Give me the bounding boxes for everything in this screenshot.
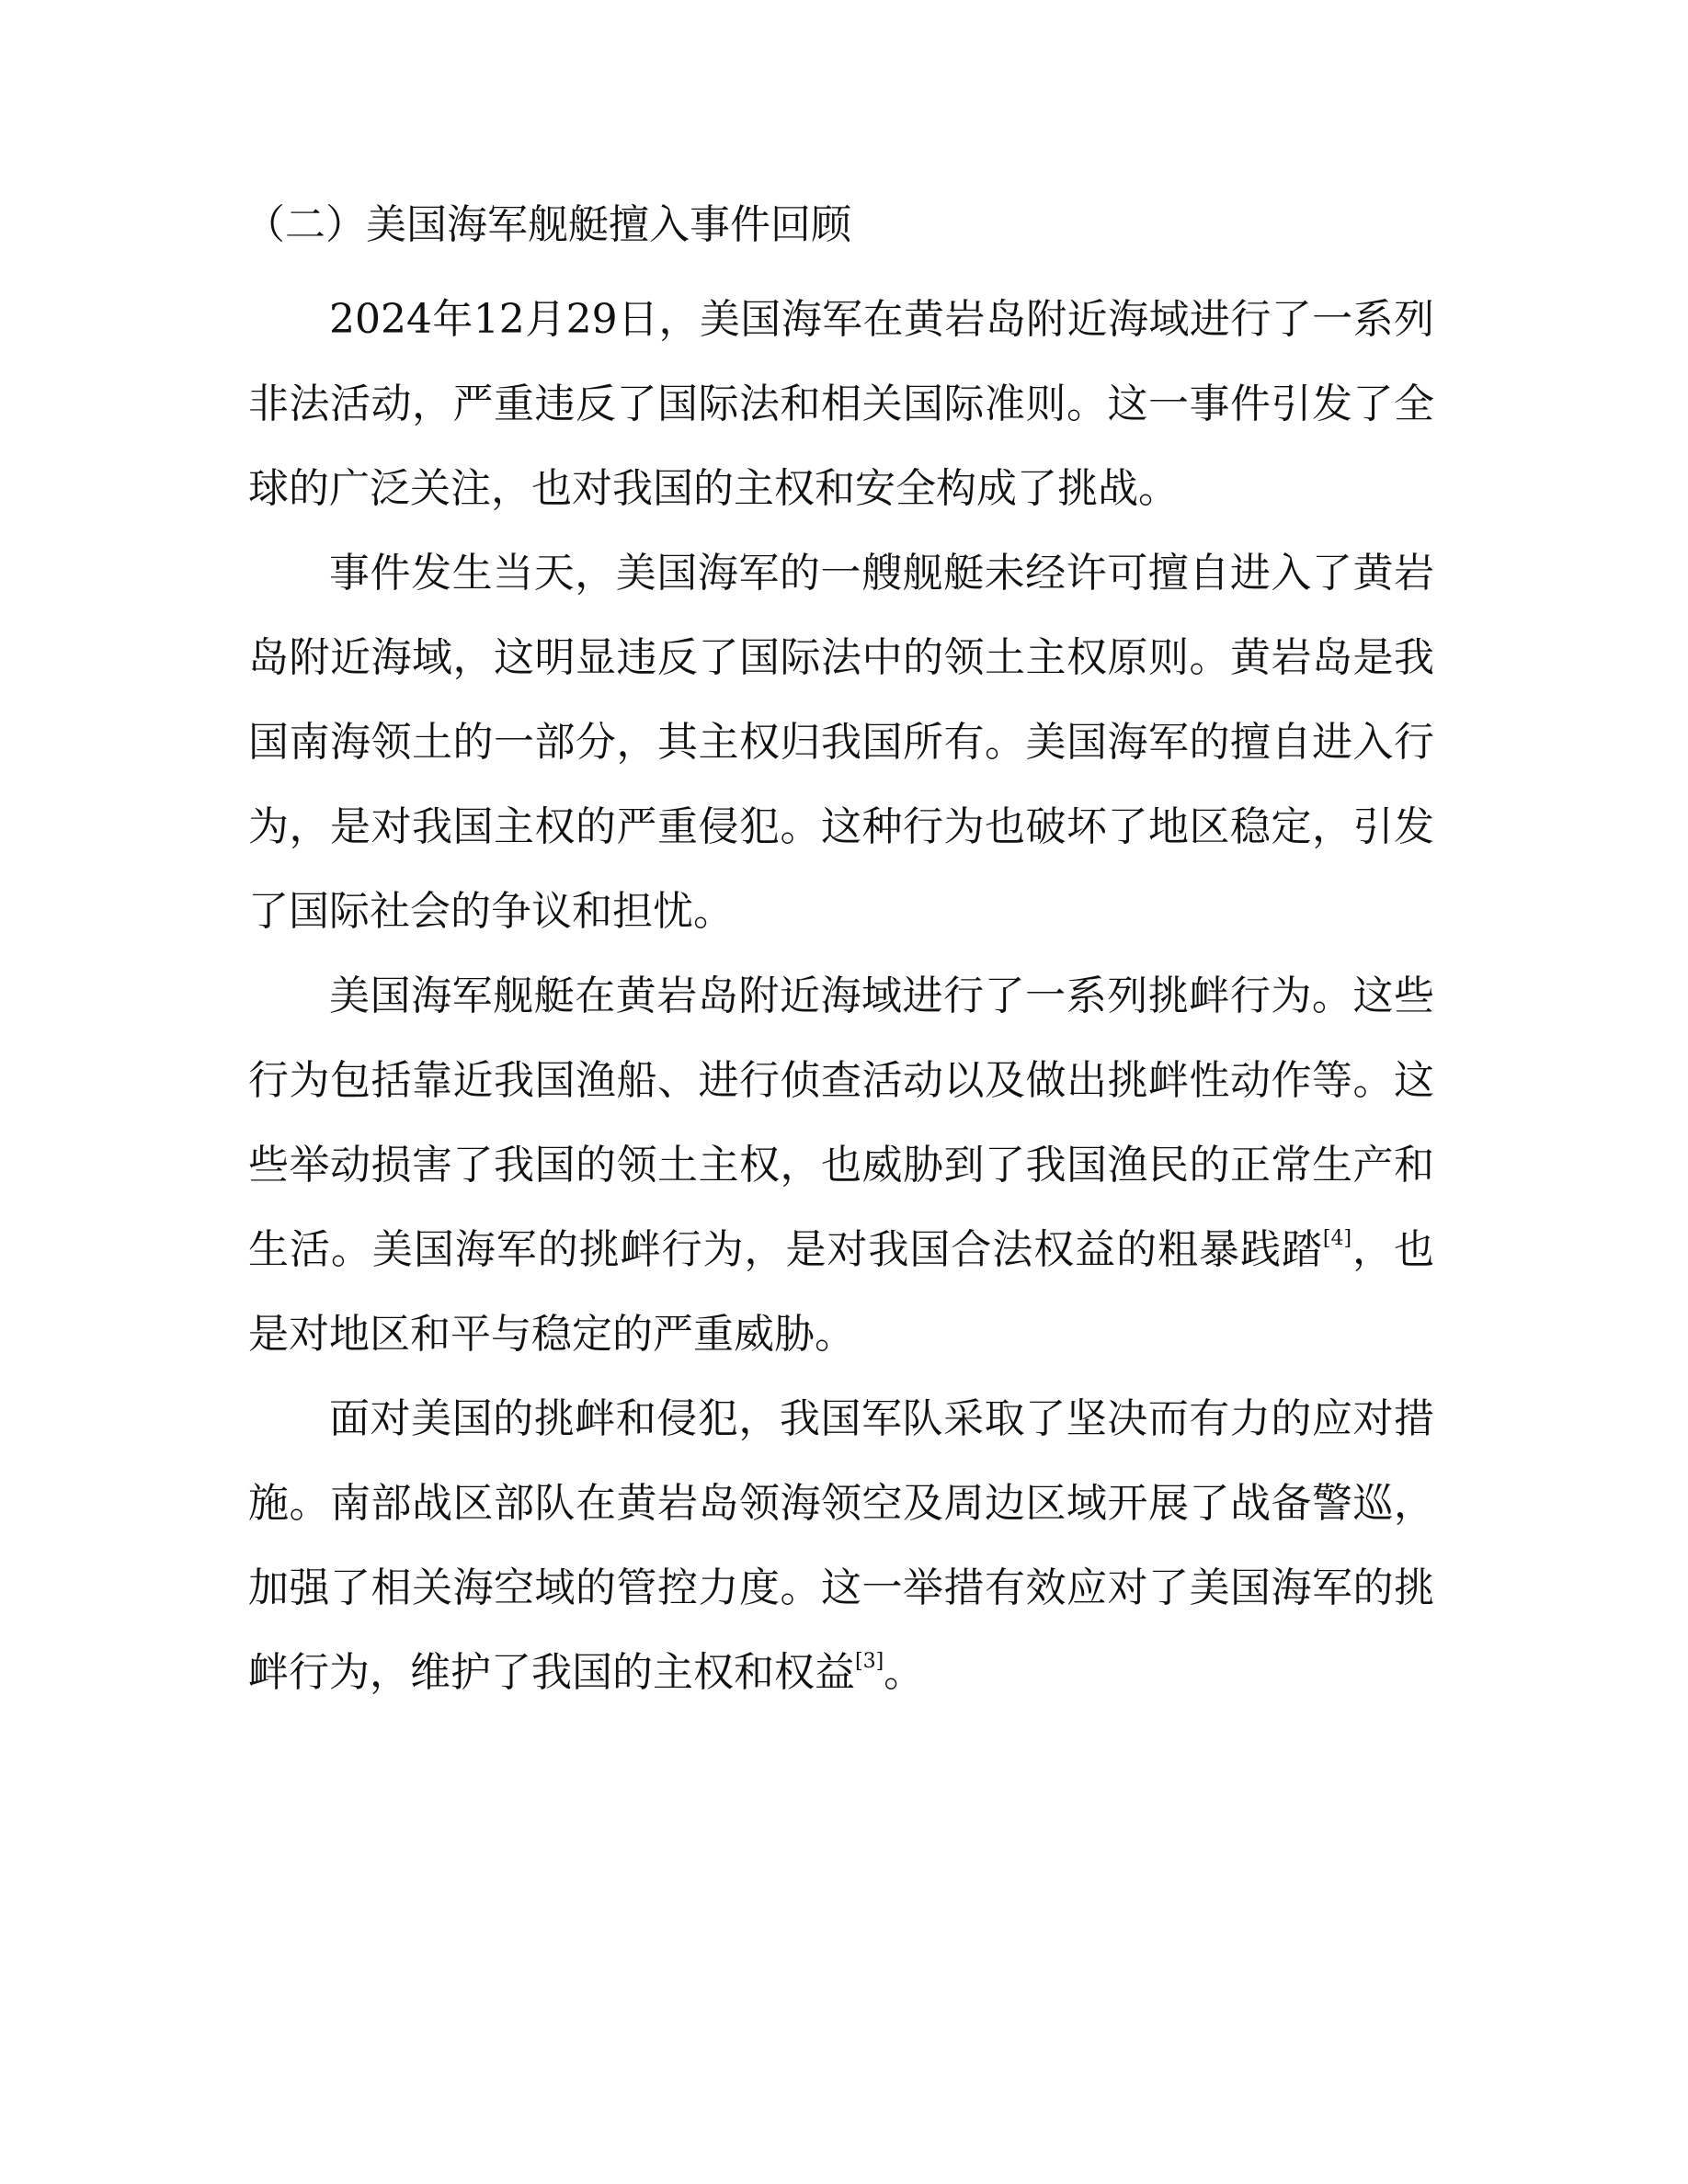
paragraph-3-text-before: 美国海军舰艇在黄岩岛附近海域进行了一系列挑衅行为。这些行为包括靠近我国渔船、进行侦查活动以及做出挑衅性动作等。这些举动损害了我国的领土主权，也威胁到了我国渔民的正常生产和生活。美国海军的挑衅行为，是对我国合法权益的粗暴践踏 (248, 973, 1434, 1273)
citation-ref-4: [4] (1322, 1227, 1352, 1251)
paragraph-3 (248, 954, 1434, 1377)
paragraph-3-text-after: ，也是对地区和平与稳定的严重威胁。 (248, 1226, 1435, 1358)
citation-ref-3: [3] (855, 1650, 884, 1674)
paragraph-1 (248, 278, 1434, 531)
paragraph-4-text-after: 。 (884, 1649, 925, 1696)
section-heading: （二）美国海军舰艇擅入事件回顾 (245, 201, 851, 248)
document-body (245, 193, 1435, 1715)
paragraph-4-text-before: 面对美国的挑衅和侵犯，我国军队采取了坚决而有力的应对措施。南部战区部队在黄岩岛领海领空及周边区域开展了战备警巡，加强了相关海空域的管控力度。这一举措有效应对了美国海军的挑衅行为，维护了我国的主权和权益 (248, 1395, 1434, 1696)
paragraph-4 (248, 1377, 1434, 1715)
paragraph-1-text: 2024年12月29日，美国海军在黄岩岛附近海域进行了一系列非法活动，严重违反了国际法和相关国际准则。这一事件引发了全球的广泛关注，也对我国的主权和安全构成了挑战。 (248, 296, 1434, 512)
paragraph-2-text: 事件发生当天，美国海军的一艘舰艇未经许可擅自进入了黄岩岛附近海域，这明显违反了国际法中的领土主权原则。黄岩岛是我国南海领土的一部分，其主权归我国所有。美国海军的擅自进入行为，是对我国主权的严重侵犯。这种行为也破坏了地区稳定，引发了国际社会的争议和担忧。 (248, 550, 1434, 935)
paragraph-2 (248, 531, 1434, 954)
